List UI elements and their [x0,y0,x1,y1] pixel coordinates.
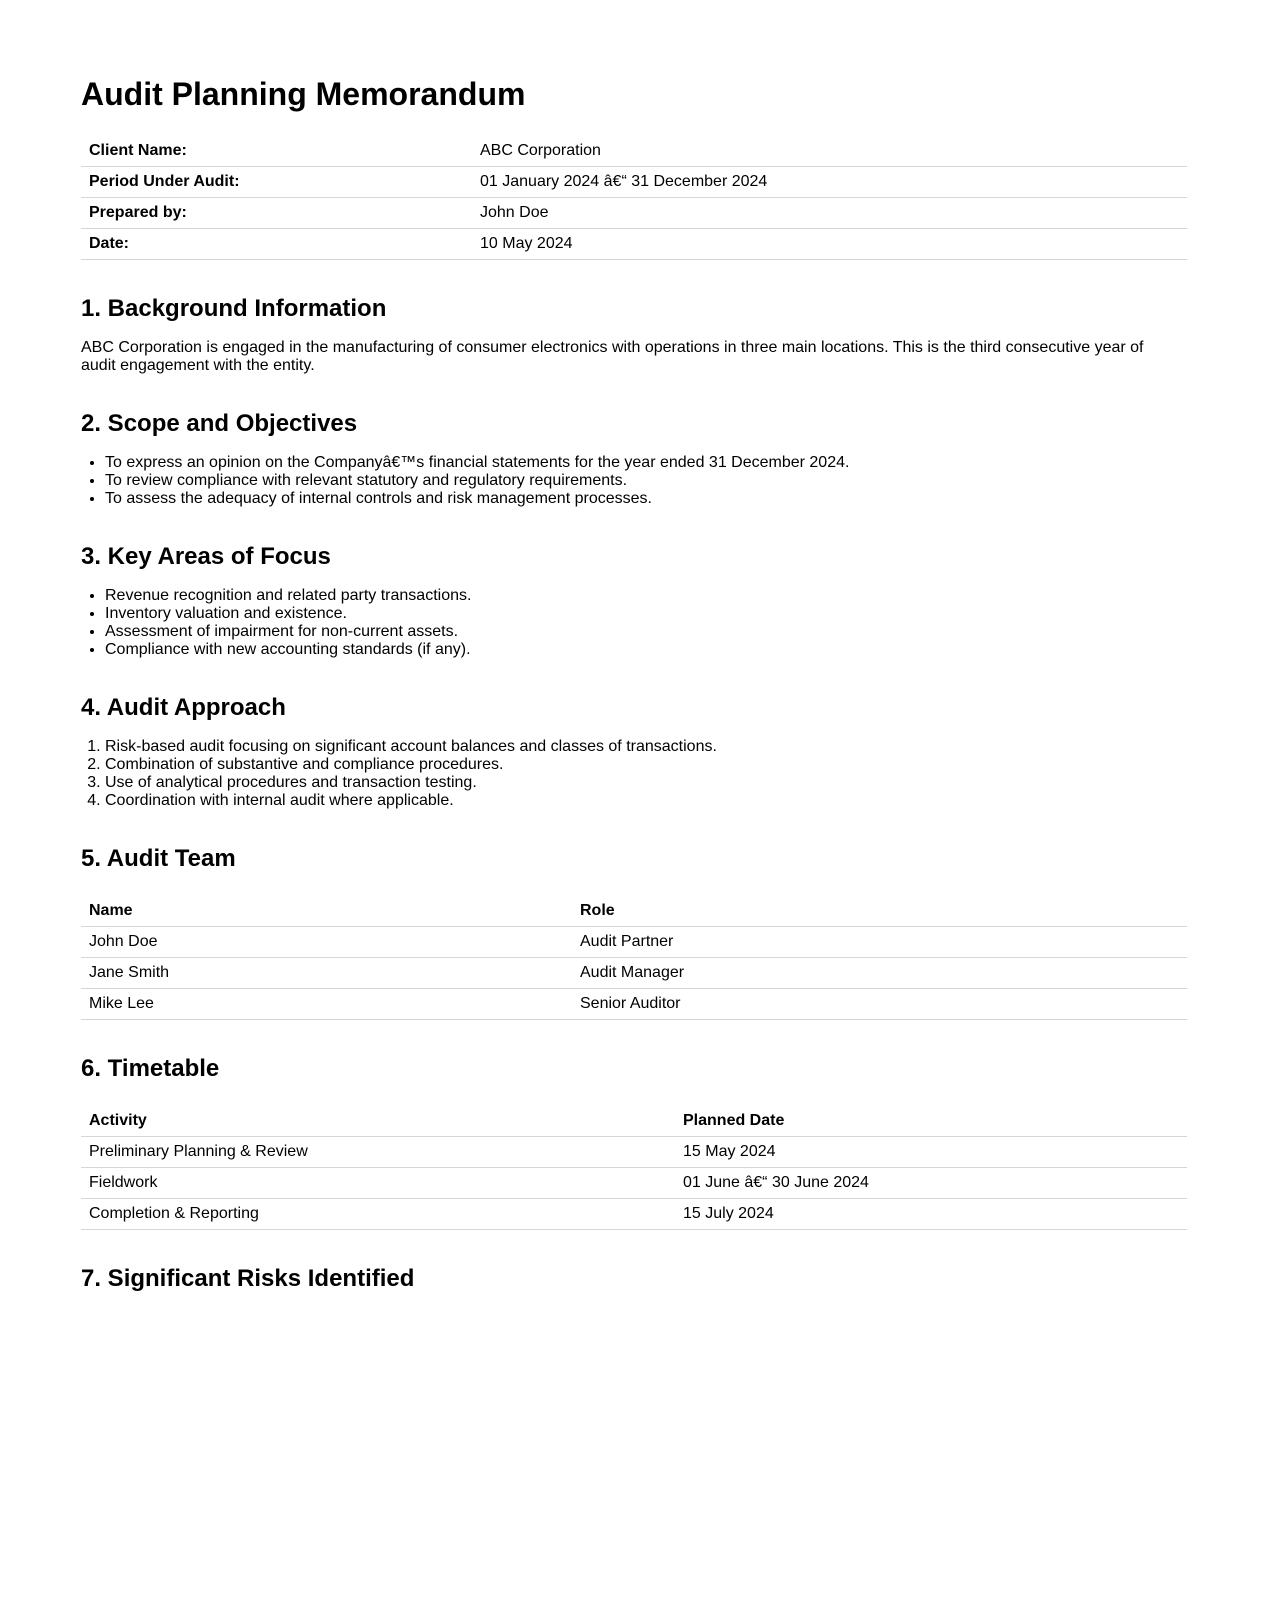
team-member-role: Senior Auditor [572,989,1187,1020]
table-row [81,1168,1187,1199]
activity-cell: Preliminary Planning & Review [81,1137,675,1168]
table-row [81,1199,1187,1230]
list-item: • Inventory valuation and existence. [105,605,1182,623]
team-member-name: Mike Lee [81,989,572,1020]
section-heading: 3. Key Areas of Focus [81,543,331,570]
period-value: 01 January 2024 â€“ 31 December 2024 [472,167,1187,198]
background-text: ABC Corporation is engaged in the manufacturing of consumer electronics with operations in three main locations. This is the third consecutive year of audit engagement with the entity. [81,339,1144,374]
section-heading: 4. Audit Approach [81,694,286,721]
table-row [81,229,1187,260]
scope-list [81,454,1182,508]
prepared-by-value: John Doe [472,198,1187,229]
table-row [81,167,1187,198]
table-row [81,198,1187,229]
background-section [81,294,1182,375]
list-item: • Assessment of impairment for non-current assets. [105,623,1182,641]
planned-date-cell: 15 July 2024 [675,1199,1187,1230]
timetable-table [81,1106,1187,1230]
list-item: • To express an opinion on the Companyâ€™s financial statements for the year ended 31 December 2024. [105,454,1182,472]
memo-details-table [81,136,1187,260]
list-item: 1. Risk-based audit focusing on significant account balances and classes of transactions. [105,738,1182,756]
period-label: Period Under Audit: [81,167,472,198]
focus-section [81,542,1182,659]
column-header-planned-date: Planned Date [675,1106,1187,1137]
list-item: 2. Combination of substantive and compliance procedures. [105,756,1182,774]
focus-list [81,587,1182,659]
list-item: 4. Coordination with internal audit where applicable. [105,792,1182,810]
column-header-activity: Activity [81,1106,675,1137]
audit-team-table [81,896,1187,1020]
client-name-value: ABC Corporation [472,136,1187,167]
list-item: • Compliance with new accounting standards (if any). [105,641,1182,659]
table-row [81,927,1187,958]
section-heading: 5. Audit Team [81,845,236,872]
team-member-role: Audit Manager [572,958,1187,989]
activity-cell: Completion & Reporting [81,1199,675,1230]
date-label: Date: [81,229,472,260]
approach-section [81,693,1182,810]
table-row [81,136,1187,167]
team-member-name: Jane Smith [81,958,572,989]
section-heading: 6. Timetable [81,1055,220,1082]
team-member-role: Audit Partner [572,927,1187,958]
list-item: • To review compliance with relevant statutory and regulatory requirements. [105,472,1182,490]
date-value: 10 May 2024 [472,229,1187,260]
client-name-label: Client Name: [81,136,472,167]
activity-cell: Fieldwork [81,1168,675,1199]
section-heading: 7. Significant Risks Identified [81,1265,415,1292]
column-header-name: Name [81,896,572,927]
list-item: • Revenue recognition and related party transactions. [105,587,1182,605]
table-row [81,958,1187,989]
table-header-row [81,1106,1187,1137]
section-heading: 2. Scope and Objectives [81,410,358,437]
list-item: 3. Use of analytical procedures and transaction testing. [105,774,1182,792]
risks-section [81,1264,1182,1294]
table-header-row [81,896,1187,927]
approach-list [81,738,1182,810]
list-item: • To assess the adequacy of internal controls and risk management processes. [105,490,1182,508]
planned-date-cell: 01 June â€“ 30 June 2024 [675,1168,1187,1199]
table-row [81,989,1187,1020]
planned-date-cell: 15 May 2024 [675,1137,1187,1168]
team-section [81,844,1182,1020]
column-header-role: Role [572,896,1187,927]
timetable-section [81,1054,1182,1230]
scope-section [81,409,1182,508]
section-heading: 1. Background Information [81,295,387,322]
table-row [81,1137,1187,1168]
document-title: Audit Planning Memorandum [81,76,526,112]
team-member-name: John Doe [81,927,572,958]
prepared-by-label: Prepared by: [81,198,472,229]
